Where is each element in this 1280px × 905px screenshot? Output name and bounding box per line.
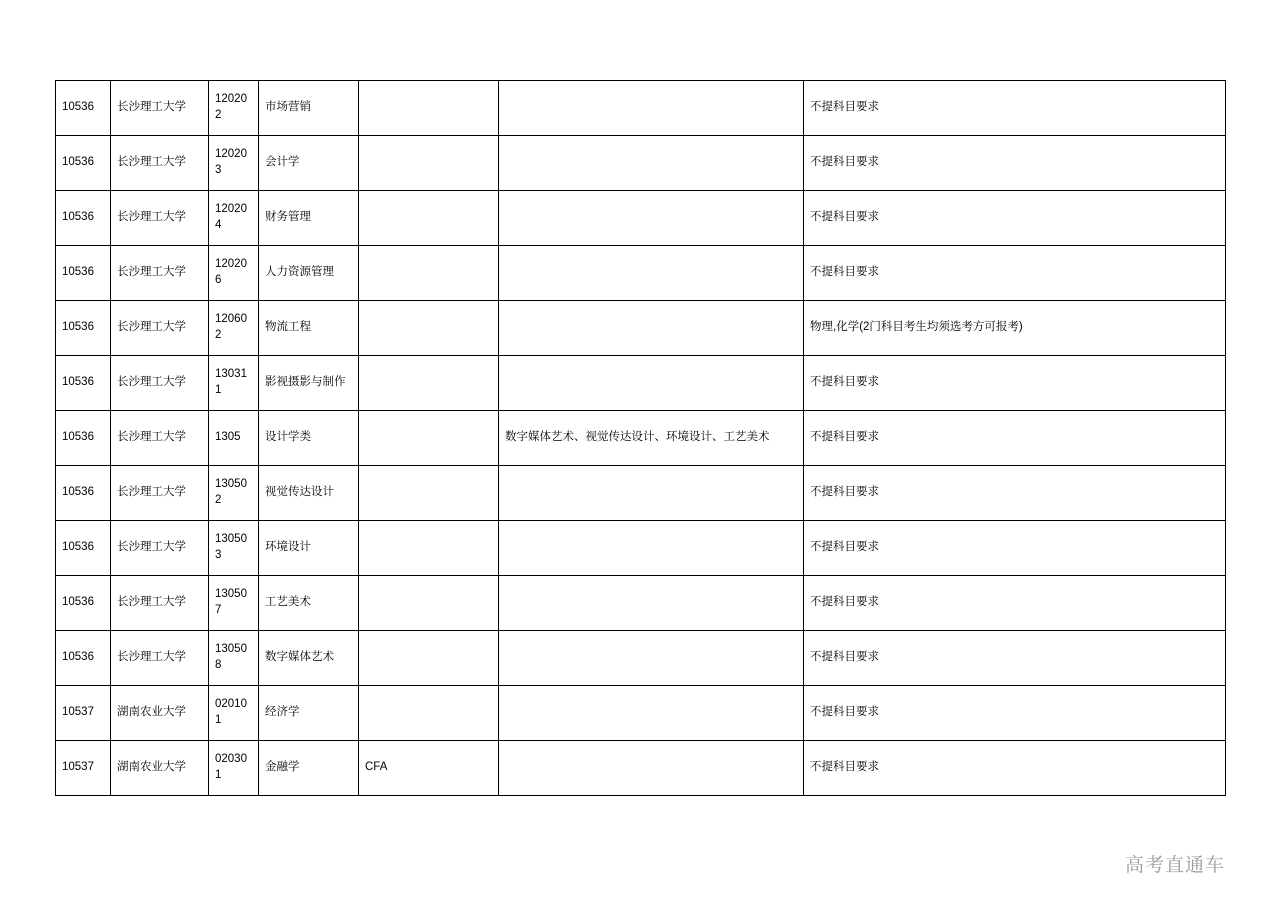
cell-school-code: 10536	[56, 136, 111, 191]
cell-major-code: 130311	[209, 356, 259, 411]
cell-school-name: 长沙理工大学	[111, 356, 209, 411]
table-row	[56, 466, 1226, 521]
cell-major-name: 会计学	[259, 136, 359, 191]
cell-included-majors	[499, 191, 804, 246]
cell-school-name: 长沙理工大学	[111, 631, 209, 686]
cell-direction	[359, 356, 499, 411]
cell-school-code: 10536	[56, 576, 111, 631]
cell-school-code: 10536	[56, 411, 111, 466]
cell-school-code: 10536	[56, 191, 111, 246]
cell-subject-requirement: 不提科目要求	[804, 191, 1226, 246]
cell-direction	[359, 466, 499, 521]
cell-school-code: 10536	[56, 521, 111, 576]
table-row	[56, 136, 1226, 191]
cell-subject-requirement: 物理,化学(2门科目考生均须选考方可报考)	[804, 301, 1226, 356]
cell-subject-requirement: 不提科目要求	[804, 631, 1226, 686]
cell-major-name: 工艺美术	[259, 576, 359, 631]
cell-direction	[359, 631, 499, 686]
cell-major-name: 数字媒体艺术	[259, 631, 359, 686]
cell-direction	[359, 246, 499, 301]
cell-subject-requirement: 不提科目要求	[804, 246, 1226, 301]
cell-included-majors	[499, 576, 804, 631]
cell-major-code: 120206	[209, 246, 259, 301]
cell-included-majors	[499, 356, 804, 411]
cell-major-name: 视觉传达设计	[259, 466, 359, 521]
cell-direction	[359, 136, 499, 191]
table-row	[56, 246, 1226, 301]
cell-major-name: 影视摄影与制作	[259, 356, 359, 411]
cell-school-code: 10536	[56, 81, 111, 136]
cell-major-name: 金融学	[259, 741, 359, 796]
cell-school-name: 长沙理工大学	[111, 191, 209, 246]
cell-school-code: 10536	[56, 301, 111, 356]
table-row	[56, 191, 1226, 246]
cell-school-code: 10536	[56, 356, 111, 411]
cell-direction	[359, 411, 499, 466]
cell-included-majors	[499, 466, 804, 521]
cell-school-name: 长沙理工大学	[111, 136, 209, 191]
table-row	[56, 521, 1226, 576]
table-row	[56, 301, 1226, 356]
cell-direction: CFA	[359, 741, 499, 796]
cell-major-name: 设计学类	[259, 411, 359, 466]
cell-major-code: 120203	[209, 136, 259, 191]
cell-included-majors	[499, 686, 804, 741]
table-row	[56, 411, 1226, 466]
cell-major-code: 020301	[209, 741, 259, 796]
cell-major-name: 财务管理	[259, 191, 359, 246]
table-row	[56, 631, 1226, 686]
table-row	[56, 741, 1226, 796]
cell-school-code: 10536	[56, 246, 111, 301]
cell-major-code: 1305	[209, 411, 259, 466]
cell-included-majors	[499, 246, 804, 301]
cell-major-code: 130507	[209, 576, 259, 631]
cell-included-majors: 数字媒体艺术、视觉传达设计、环境设计、工艺美术	[499, 411, 804, 466]
cell-major-code: 120602	[209, 301, 259, 356]
cell-included-majors	[499, 631, 804, 686]
cell-subject-requirement: 不提科目要求	[804, 741, 1226, 796]
cell-subject-requirement: 不提科目要求	[804, 136, 1226, 191]
watermark: 高考直通车	[1124, 855, 1225, 876]
cell-included-majors	[499, 741, 804, 796]
table-body	[56, 81, 1226, 796]
table-row	[56, 686, 1226, 741]
cell-subject-requirement: 不提科目要求	[804, 81, 1226, 136]
cell-included-majors	[499, 301, 804, 356]
cell-included-majors	[499, 521, 804, 576]
cell-school-name: 长沙理工大学	[111, 576, 209, 631]
cell-major-code: 120204	[209, 191, 259, 246]
cell-major-code: 120202	[209, 81, 259, 136]
major-requirements-table	[55, 80, 1226, 796]
cell-direction	[359, 301, 499, 356]
cell-school-name: 长沙理工大学	[111, 521, 209, 576]
cell-school-name: 长沙理工大学	[111, 301, 209, 356]
cell-subject-requirement: 不提科目要求	[804, 411, 1226, 466]
cell-subject-requirement: 不提科目要求	[804, 466, 1226, 521]
cell-subject-requirement: 不提科目要求	[804, 576, 1226, 631]
cell-direction	[359, 686, 499, 741]
cell-direction	[359, 521, 499, 576]
cell-direction	[359, 81, 499, 136]
cell-school-name: 长沙理工大学	[111, 466, 209, 521]
table-row	[56, 576, 1226, 631]
cell-subject-requirement: 不提科目要求	[804, 686, 1226, 741]
cell-major-name: 物流工程	[259, 301, 359, 356]
cell-major-name: 市场营销	[259, 81, 359, 136]
cell-school-code: 10536	[56, 631, 111, 686]
cell-school-name: 湖南农业大学	[111, 741, 209, 796]
cell-direction	[359, 576, 499, 631]
cell-school-name: 长沙理工大学	[111, 411, 209, 466]
cell-major-code: 130508	[209, 631, 259, 686]
cell-major-name: 经济学	[259, 686, 359, 741]
cell-school-name: 长沙理工大学	[111, 246, 209, 301]
cell-included-majors	[499, 81, 804, 136]
cell-school-code: 10537	[56, 686, 111, 741]
cell-major-name: 环境设计	[259, 521, 359, 576]
cell-major-name: 人力资源管理	[259, 246, 359, 301]
cell-included-majors	[499, 136, 804, 191]
cell-direction	[359, 191, 499, 246]
cell-school-code: 10537	[56, 741, 111, 796]
table-row	[56, 81, 1226, 136]
cell-school-code: 10536	[56, 466, 111, 521]
cell-major-code: 130502	[209, 466, 259, 521]
table-row	[56, 356, 1226, 411]
cell-major-code: 020101	[209, 686, 259, 741]
cell-subject-requirement: 不提科目要求	[804, 356, 1226, 411]
major-table-container	[55, 80, 1225, 796]
cell-school-name: 湖南农业大学	[111, 686, 209, 741]
cell-school-name: 长沙理工大学	[111, 81, 209, 136]
cell-major-code: 130503	[209, 521, 259, 576]
cell-subject-requirement: 不提科目要求	[804, 521, 1226, 576]
